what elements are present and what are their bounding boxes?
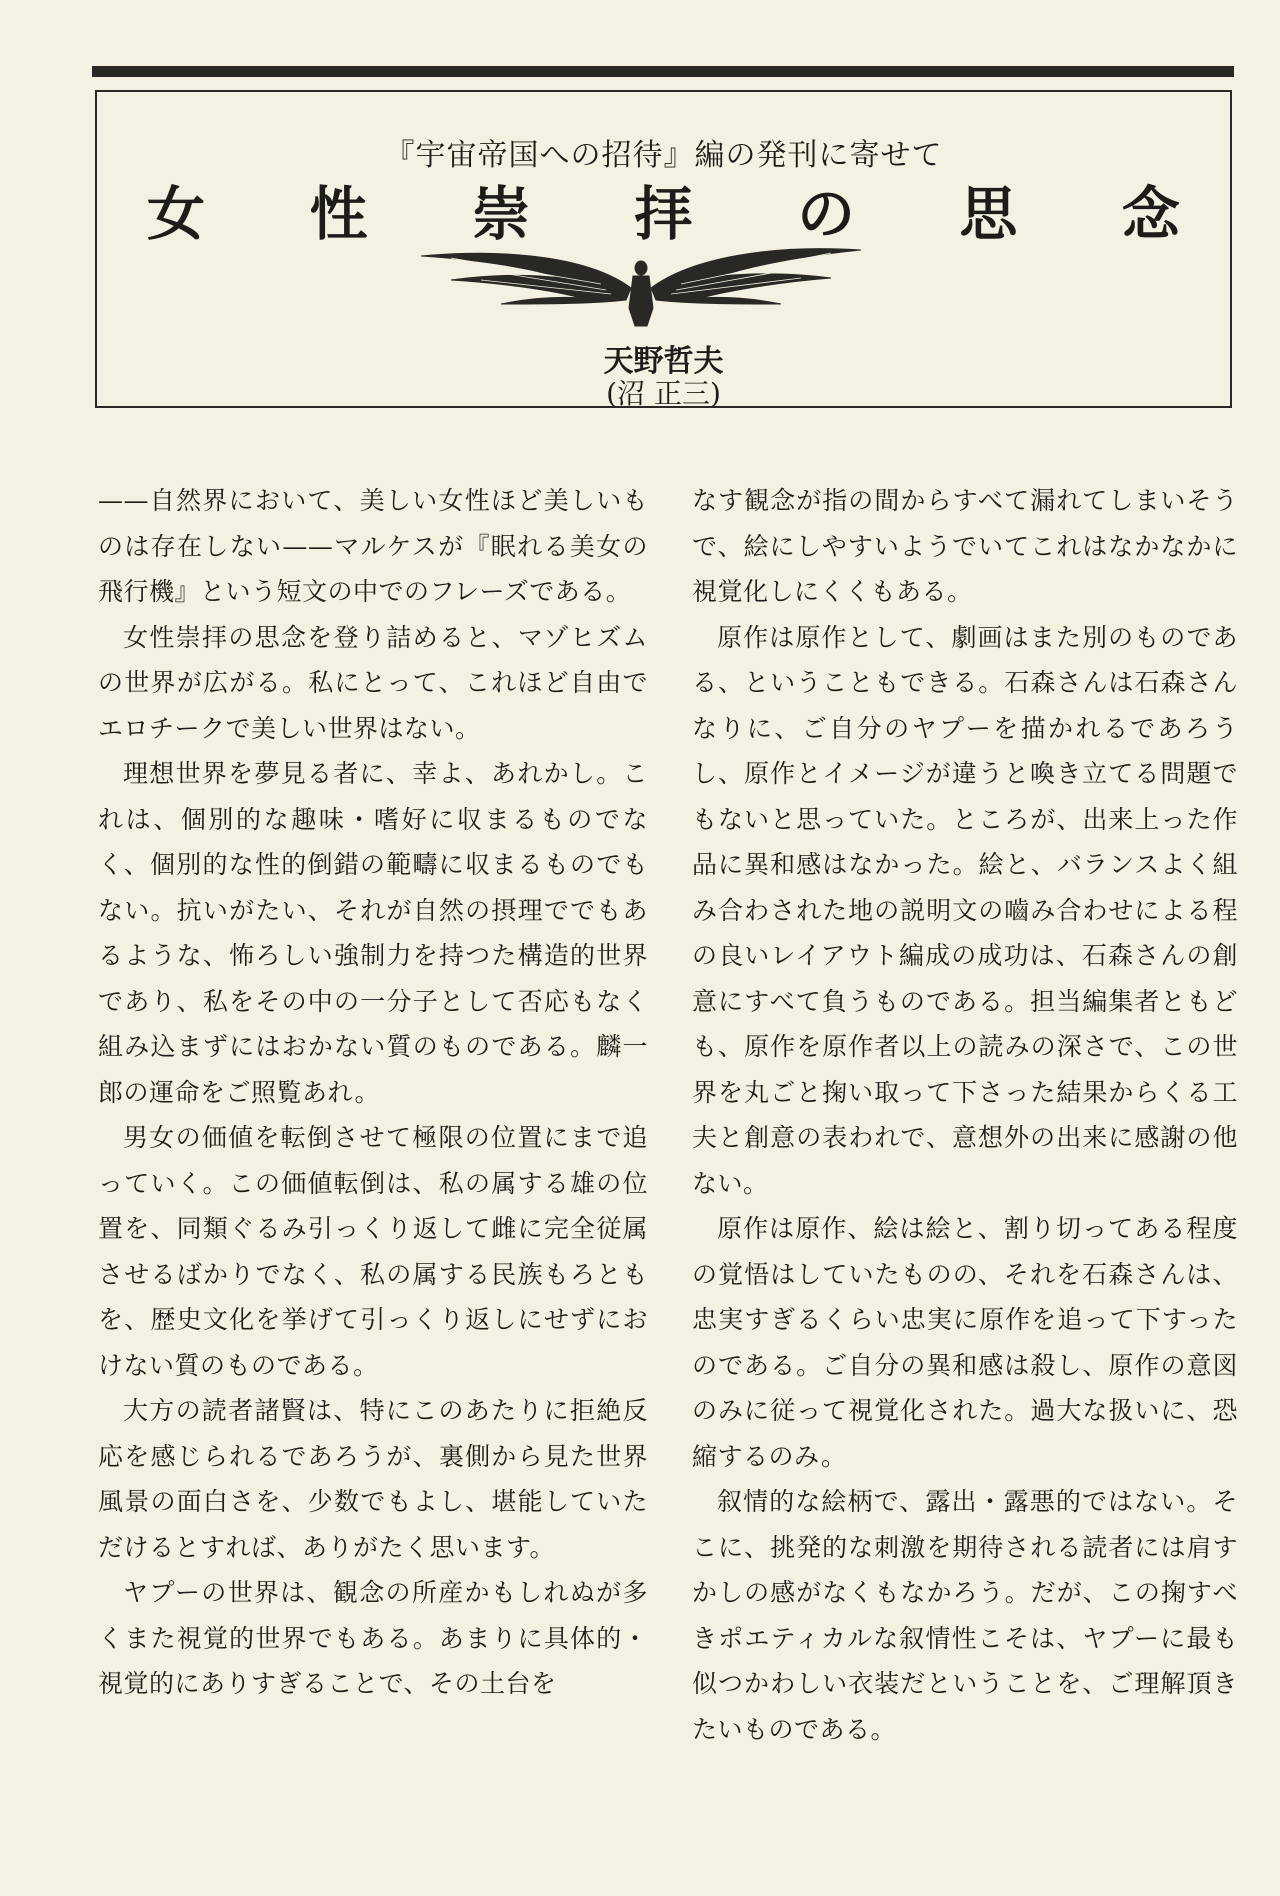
paragraph: 男女の価値を転倒させて極限の位置にまで追っていく。この価値転倒は、私の属する雄の位置を、同類ぐるみ引っくり返して雌に完全従属させるばかりでなく、私の属する民族もろともを、歴史文化を挙げて引っくり返しにせずにおけない質のものである。 [98,1123,648,1380]
pen-name: (沼 正三) [606,377,721,410]
paragraph: 叙情的な絵柄で、露出・露悪的ではない。そこに、挑発的な刺激を期待される読者には肩すかしの感がなくもなかろう。だが、この掬すべきポエティカルな叙情性こそは、ヤプーに最も似つかわしい衣装だということを、ご理解頂きたいものである。 [692,1487,1238,1744]
title-char: 念 [1121,180,1180,248]
paragraph: ヤプーの世界は、観念の所産かもしれぬが多くまた視覚的世界でもある。あまりに具体的・視覚的にありすぎることで、その土台を [98,1578,648,1698]
paragraph: 原作は原作として、劇画はまた別のものである、ということもできる。石森さんは石森さんなりに、ご自分のヤプーを描かれるであろうし、原作とイメージが違うと喚き立てる問題でもないと思っていた。ところが、出来上った作品に異和感はなかった。絵と、バランスよく組み合わされた地の説明文の嚙み合わせによる程の良いレイアウト編成の成功は、石森さんの創意にすべて負うものである。担当編集者ともども、原作を原作者以上の読みの深さで、この世界を丸ごと掬い取って下さった結果からくる工夫と創意の表われで、意想外の出来に感謝の他ない。 [692,622,1238,1198]
paragraph: 原作は原作、絵は絵と、割り切ってある程度の覚悟はしていたものの、それを石森さんは、忠実すぎるくらい忠実に原作を追って下すったのである。ご自分の異和感は殺し、原作の意図のみに従って視覚化された。過大な扱いに、恐縮するのみ。 [692,1214,1238,1471]
author-name: 天野哲夫 [603,344,724,379]
paragraph: ——自然界において、美しい女性ほど美しいものは存在しない——マルケスが『眠れる美女の飛行機』という短文の中でのフレーズである。 [98,486,648,606]
title-char: 女 [147,180,206,248]
right-column [692,478,1238,1752]
paragraph: 大方の読者諸賢は、特にこのあたりに拒絶反応を感じられるであろうが、裏側から見た世界風景の面白さを、少数でもよし、堪能していただけるとすれば、ありがたく思います。 [98,1396,648,1562]
paragraph: なす観念が指の間からすべて漏れてしまいそうで、絵にしやすいようでいてこれはなかなかに視覚化しにくくもある。 [692,486,1238,606]
title-char: 拝 [634,180,693,248]
winged-figure-emblem [421,238,861,328]
top-rule [92,66,1234,77]
paragraph: 理想世界を夢見る者に、幸よ、あれかし。これは、個別的な趣味・嗜好に収まるものでなく、個別的な性的倒錯の範疇に収まるものでもない。抗いがたい、それが自然の摂理ででもあるような、怖ろしい強制力を持つた構造的世界であり、私をその中の一分子として否応もなく組み込まずにはおかない質のものである。麟一郎の運命をご照覧あれ。 [98,759,648,1107]
title-char: の [796,180,855,248]
title-char: 性 [309,180,368,248]
paragraph: 女性崇拝の思念を登り詰めると、マゾヒズムの世界が広がる。私にとって、これほど自由でエロチークで美しい世界はない。 [98,622,648,743]
subtitle: 『宇宙帝国への招待』編の発刊に寄せて [384,138,943,173]
title-char: 崇 [471,180,530,248]
title-char: 思 [959,180,1018,248]
title-box [95,90,1232,408]
left-column [98,478,648,1707]
